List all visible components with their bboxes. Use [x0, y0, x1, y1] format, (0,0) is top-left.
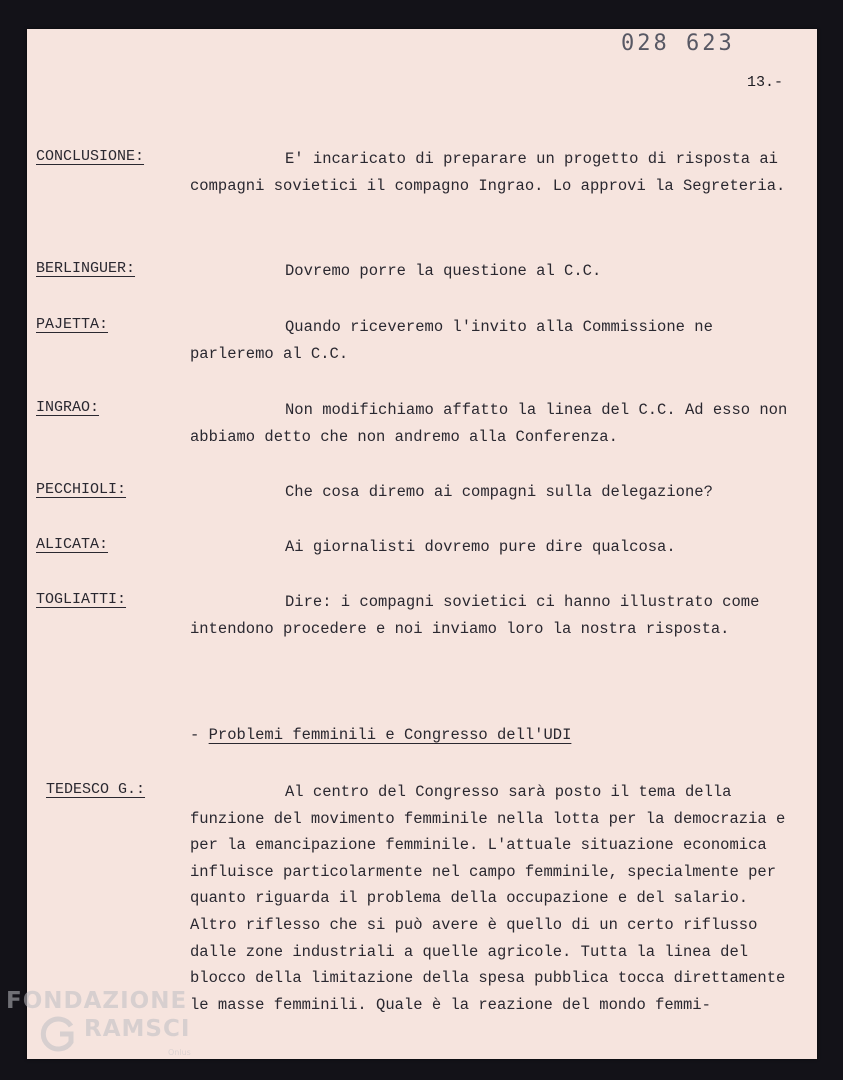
gramsci-g-logo-icon: [38, 1014, 78, 1054]
watermark-line1: FONDAZIONE: [6, 988, 188, 1014]
entry-text: Al centro del Congresso sarà posto il tema della funzione del movimento femminile nella lotta per la democrazia e per la emancipazione femminile. L'attuale situazione economica influisce particolarmente nel campo femminile, specialmente per quanto riguarda il problema della occupazione e del salario. Altro riflesso che si può avere è quello di un certo riflusso dalle zone industriali a quelle agricole. Tutta la linea del blocco della limitazione della spesa pubblica tocca direttamente le masse femminili. Quale è la reazione del mondo femmi-: [190, 783, 786, 1014]
speaker-label: PAJETTA:: [36, 316, 109, 333]
entry-text: Dovremo porre la questione al C.C.: [285, 262, 602, 280]
entry-text: Dire: i compagni sovietici ci hanno illustrato come intendono procedere e noi inviamo loro la nostra risposta.: [190, 593, 760, 638]
entry-text: Quando riceveremo l'invito alla Commissione ne parleremo al C.C.: [190, 318, 713, 363]
speaker-label: TEDESCO G.:: [46, 781, 146, 798]
entry-text: Che cosa diremo ai compagni sulla delegazione?: [285, 483, 713, 501]
section-heading: [190, 726, 571, 744]
speaker-label: BERLINGUER:: [36, 260, 136, 277]
fondazione-gramsci-watermark: [0, 982, 240, 1062]
watermark-small: Onlus: [168, 1048, 191, 1057]
speaker-label: CONCLUSIONE:: [36, 148, 145, 165]
heading-dash: -: [190, 726, 200, 744]
speaker-label: TOGLIATTI:: [36, 591, 127, 608]
page-number: 13.-: [747, 74, 784, 91]
entry-text: Non modifichiamo affatto la linea del C.C. Ad esso non abbiamo detto che non andremo alla Conferenza.: [190, 401, 788, 446]
archive-number: 028 623: [621, 31, 735, 56]
document-page: [27, 29, 817, 1059]
entry-text: E' incaricato di preparare un progetto di risposta ai compagni sovietici il compagno Ingrao. Lo approvi la Segreteria.: [190, 150, 786, 195]
entry-text: Ai giornalisti dovremo pure dire qualcosa.: [285, 538, 676, 556]
heading-title: Problemi femminili e Congresso dell'UDI: [208, 726, 572, 744]
watermark-line2: RAMSCI: [84, 1016, 191, 1042]
speaker-label: ALICATA:: [36, 536, 109, 553]
speaker-label: PECCHIOLI:: [36, 481, 127, 498]
speaker-label: INGRAO:: [36, 399, 100, 416]
